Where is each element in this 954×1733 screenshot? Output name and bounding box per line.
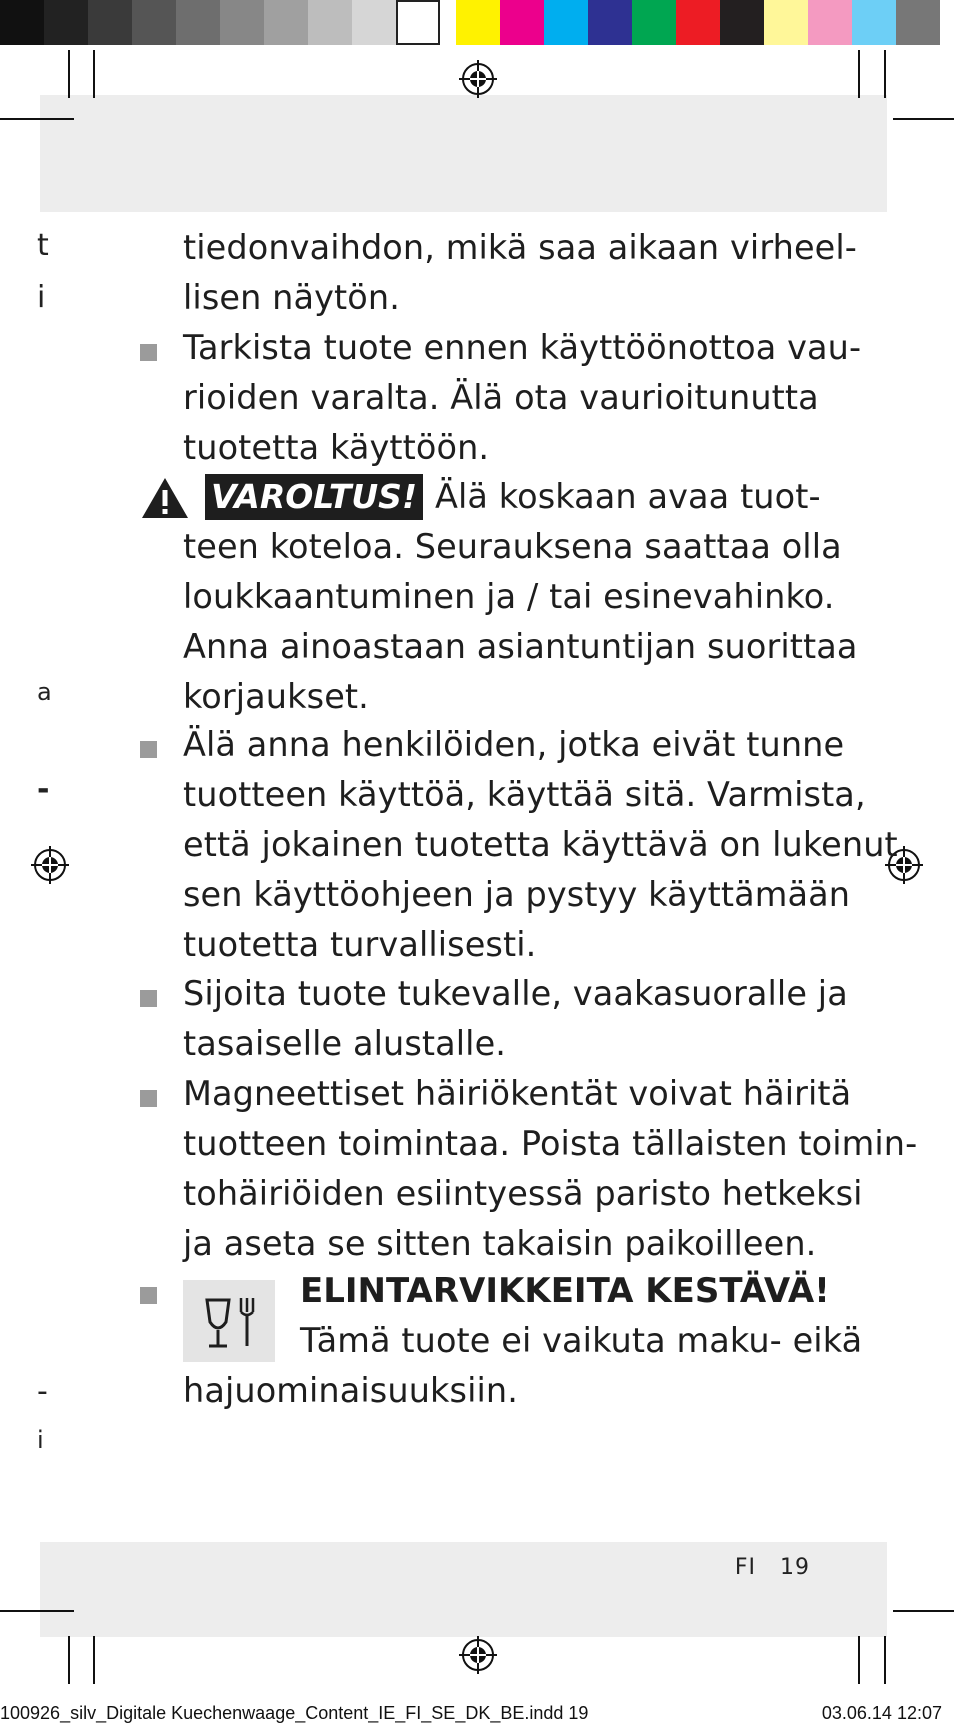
warning-label: VAROLTUS! <box>205 474 423 520</box>
text-line: tuotteen toimintaa. Poista tällaisten toimin- <box>183 1124 918 1163</box>
text-line: Magneettiset häiriökentät voivat häiritä <box>183 1074 852 1113</box>
bullet-square <box>140 990 157 1007</box>
text-line: hajuominaisuuksiin. <box>183 1371 518 1410</box>
bullet-square <box>140 344 157 361</box>
color-swatch <box>544 0 588 45</box>
registration-target-icon <box>459 60 497 98</box>
header-band <box>40 95 887 212</box>
page-number <box>735 1555 810 1580</box>
text-line: lisen näytön. <box>183 278 400 317</box>
crop-mark <box>893 118 954 120</box>
color-swatch <box>500 0 544 45</box>
text-line: loukkaantuminen ja / tai esinevahinko. <box>183 577 835 616</box>
food-safe-symbol <box>183 1280 275 1362</box>
color-swatch <box>852 0 896 45</box>
bullet-square <box>140 741 157 758</box>
crop-mark <box>68 50 70 98</box>
text-line: että jokainen tuotetta käyttävä on lukenut <box>183 825 898 864</box>
text-line: rioiden varalta. Älä ota vaurioitunutta <box>183 378 819 417</box>
text-line: tuotetta turvallisesti. <box>183 925 537 964</box>
food-safe-title: ELINTARVIKKEITA KESTÄVÄ! <box>300 1271 830 1311</box>
color-swatch <box>0 0 44 45</box>
color-swatch <box>264 0 308 45</box>
crop-mark <box>893 1610 954 1612</box>
bullet-square <box>140 1090 157 1107</box>
color-swatch <box>220 0 264 45</box>
color-swatch <box>396 0 440 45</box>
crop-mark <box>884 50 886 98</box>
color-swatch <box>632 0 676 45</box>
text-line: teen koteloa. Seurauksena saattaa olla <box>183 527 842 566</box>
margin-fragment: i <box>37 1426 44 1454</box>
text-line: Tämä tuote ei vaikuta maku- eikä <box>300 1321 863 1360</box>
slug-date: 03.06.14 12:07 <box>821 1703 942 1723</box>
text-line: tiedonvaihdon, mikä saa aikaan virheel- <box>183 228 857 267</box>
text-line: Älä anna henkilöiden, jotka eivät tunne <box>183 725 845 764</box>
color-swatch <box>308 0 352 45</box>
crop-mark <box>68 1636 70 1684</box>
crop-mark <box>858 50 860 98</box>
color-swatch <box>88 0 132 45</box>
text-line: tuotteen käyttöä, käyttää sitä. Varmista, <box>183 775 866 814</box>
bullet-square <box>140 1287 157 1304</box>
crop-mark <box>0 1610 74 1612</box>
color-swatch <box>896 0 940 45</box>
text-line: Tarkista tuote ennen käyttöönottoa vau- <box>183 328 862 367</box>
text-line: tohäiriöiden esiintyessä paristo hetkeksi <box>183 1174 863 1213</box>
text-line: tuotetta käyttöön. <box>183 428 490 467</box>
text-line: Sijoita tuote tukevalle, vaakasuoralle ja <box>183 974 848 1013</box>
registration-target-icon <box>459 1636 497 1674</box>
text-line: sen käyttöohjeen ja pystyy käyttämään <box>183 875 851 914</box>
margin-fragment: a <box>37 678 52 706</box>
margin-fragment: t <box>37 228 49 263</box>
crop-mark <box>858 1636 860 1684</box>
color-swatch <box>588 0 632 45</box>
color-swatch <box>44 0 88 45</box>
registration-target-icon <box>31 846 69 884</box>
color-calibration-bar <box>0 0 954 47</box>
color-swatch <box>720 0 764 45</box>
color-swatch <box>676 0 720 45</box>
crop-mark <box>0 118 74 120</box>
language-code: FI <box>734 1555 757 1580</box>
color-swatch <box>456 0 500 45</box>
margin-fragment: - <box>37 772 50 807</box>
text-line: tasaiselle alustalle. <box>183 1024 507 1063</box>
color-swatch <box>764 0 808 45</box>
text-line: korjaukset. <box>183 677 369 716</box>
margin-fragment: i <box>37 280 46 315</box>
slug-filename: 100926_silv_Digitale Kuechenwaage_Content_IE_FI_SE_DK_BE.indd 19 <box>0 1703 589 1723</box>
crop-mark <box>93 1636 95 1684</box>
glass-fork-icon <box>183 1280 275 1362</box>
color-swatch <box>176 0 220 45</box>
crop-mark <box>884 1636 886 1684</box>
text-line: Anna ainoastaan asiantuntijan suorittaa <box>183 627 858 666</box>
color-swatch <box>352 0 396 45</box>
crop-mark <box>93 50 95 98</box>
text-line: Älä koskaan avaa tuot- <box>435 477 821 516</box>
margin-fragment: - <box>37 1374 48 1409</box>
text-line: ja aseta se sitten takaisin paikoilleen. <box>183 1224 817 1263</box>
color-swatch <box>808 0 852 45</box>
warning-triangle-icon <box>140 476 190 520</box>
page-number-value: 19 <box>780 1555 810 1580</box>
color-swatch <box>132 0 176 45</box>
